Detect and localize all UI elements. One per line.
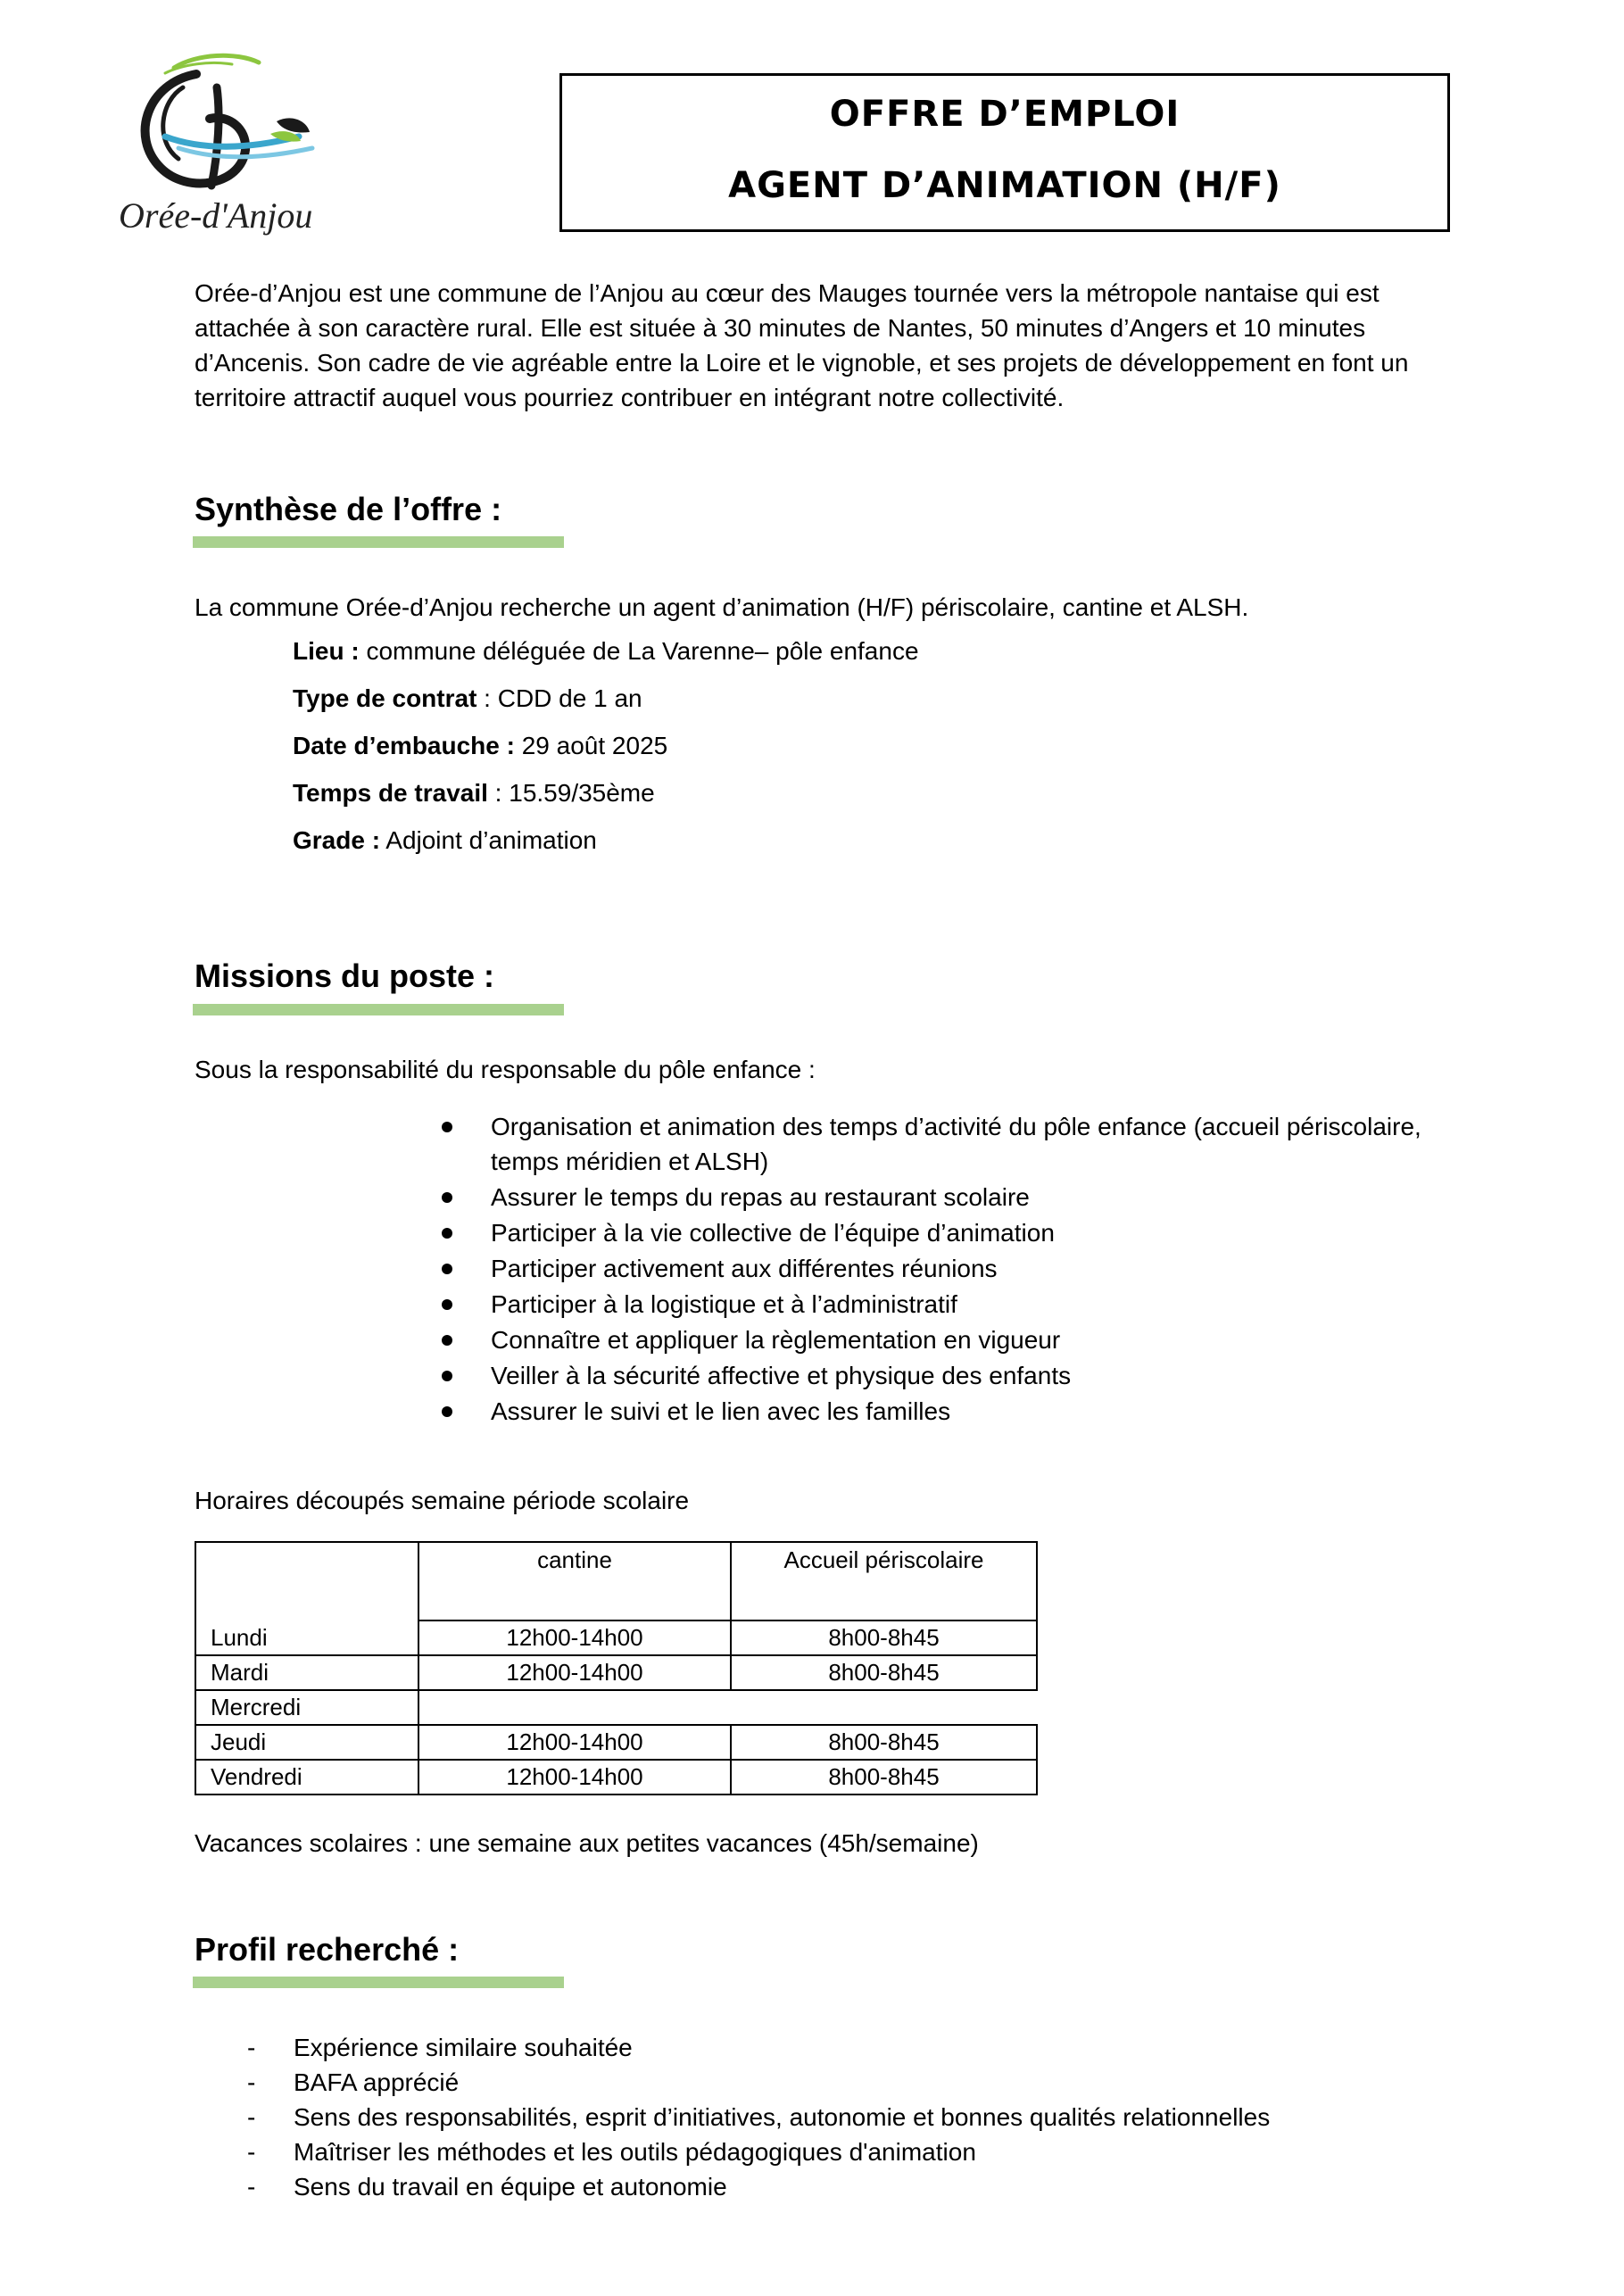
dash-marker: - — [247, 2068, 256, 2096]
table-cell-day: Vendredi — [195, 1760, 418, 1795]
list-item: Participer à la logistique et à l’administratif — [491, 1290, 957, 1318]
dash-marker: - — [247, 2034, 256, 2061]
bullet-icon — [442, 1406, 452, 1417]
list-item: Connaître et appliquer la règlementation en vigueur — [491, 1326, 1061, 1354]
section-underline — [193, 1977, 564, 1988]
table-cell: 8h00-8h45 — [731, 1620, 1037, 1655]
table-row — [195, 1655, 1037, 1690]
table-header-cell: Accueil périscolaire — [731, 1542, 1037, 1620]
dash-marker: - — [247, 2173, 256, 2201]
table-cell-day: Mardi — [195, 1655, 418, 1690]
bullet-icon — [442, 1335, 452, 1346]
section-title-missions: Missions du poste : — [195, 957, 495, 994]
table-row — [195, 1725, 1037, 1760]
table-cell-day: Lundi — [195, 1620, 418, 1655]
list-item: Sens du travail en équipe et autonomie — [294, 2173, 727, 2201]
section-underline — [193, 1004, 564, 1015]
table-cell: 12h00-14h00 — [418, 1760, 731, 1795]
job-title: AGENT D’ANIMATION (H/F) — [728, 165, 1281, 206]
table-row — [195, 1690, 1037, 1725]
detail-contrat: Type de contrat : CDD de 1 an — [293, 684, 642, 712]
list-item: Participer à la vie collective de l’équipe d’animation — [491, 1219, 1055, 1247]
table-header-row — [195, 1542, 1037, 1620]
table-cell: 8h00-8h45 — [731, 1725, 1037, 1760]
detail-temps: Temps de travail : 15.59/35ème — [293, 779, 655, 807]
bullet-icon — [442, 1192, 452, 1203]
table-header-cell: cantine — [418, 1542, 731, 1620]
table-cell: 12h00-14h00 — [418, 1620, 731, 1655]
table-cell: 8h00-8h45 — [731, 1655, 1037, 1690]
missions-lead: Sous la responsabilité du responsable du pôle enfance : — [195, 1056, 816, 1083]
detail-embauche: Date d’embauche : 29 août 2025 — [293, 732, 668, 759]
schedule-caption: Horaires découpés semaine période scolaire — [195, 1487, 690, 1514]
table-cell — [418, 1690, 731, 1725]
schedule-table — [195, 1541, 1038, 1795]
list-item: BAFA apprécié — [294, 2068, 460, 2096]
holidays-note: Vacances scolaires : une semaine aux petites vacances (45h/semaine) — [195, 1829, 979, 1857]
bullet-icon — [442, 1299, 452, 1310]
intro-line: attachée à son caractère rural. Elle est située à 30 minutes de Nantes, 50 minutes d’Angers et 10 minutes — [195, 314, 1366, 342]
bullet-icon — [442, 1371, 452, 1381]
section-title-synthese: Synthèse de l’offre : — [195, 491, 502, 527]
detail-grade: Grade : Adjoint d’animation — [293, 826, 597, 854]
table-cell: 12h00-14h00 — [418, 1655, 731, 1690]
table-cell — [731, 1690, 1037, 1725]
table-header-cell — [195, 1542, 418, 1620]
list-item: temps méridien et ALSH) — [491, 1148, 769, 1175]
bullet-icon — [442, 1264, 452, 1274]
list-item: Assurer le temps du repas au restaurant scolaire — [491, 1183, 1030, 1211]
logo-wordmark: Orée-d'Anjou — [119, 195, 313, 236]
logo — [112, 52, 326, 239]
detail-lieu: Lieu : commune déléguée de La Varenne– pôle enfance — [293, 637, 919, 665]
offer-title: OFFRE D’EMPLOI — [829, 94, 1181, 135]
table-row — [195, 1620, 1037, 1655]
table-cell-day: Jeudi — [195, 1725, 418, 1760]
table-cell: 8h00-8h45 — [731, 1760, 1037, 1795]
list-item: Sens des responsabilités, esprit d’initiatives, autonomie et bonnes qualités relationnelles — [294, 2103, 1271, 2131]
table-row — [195, 1760, 1037, 1795]
logo-mark — [112, 52, 326, 203]
intro-line: d’Ancenis. Son cadre de vie agréable entre la Loire et le vignoble, et ses projets de développement en font un — [195, 349, 1409, 377]
synthese-lead: La commune Orée-d’Anjou recherche un agent d’animation (H/F) périscolaire, cantine et ALSH. — [195, 593, 1249, 621]
bullet-icon — [442, 1122, 452, 1132]
dash-marker: - — [247, 2138, 256, 2166]
list-item: Veiller à la sécurité affective et physique des enfants — [491, 1362, 1072, 1389]
list-item: Assurer le suivi et le lien avec les familles — [491, 1397, 951, 1425]
list-item: Organisation et animation des temps d’activité du pôle enfance (accueil périscolaire, — [491, 1113, 1421, 1140]
intro-line: territoire attractif auquel vous pourriez contribuer en intégrant notre collectivité. — [195, 384, 1065, 411]
bullet-icon — [442, 1228, 452, 1239]
dash-marker: - — [247, 2103, 256, 2131]
list-item: Maîtriser les méthodes et les outils pédagogiques d'animation — [294, 2138, 976, 2166]
section-title-profil: Profil recherché : — [195, 1931, 460, 1968]
table-cell-day: Mercredi — [195, 1690, 418, 1725]
title-box — [559, 73, 1450, 232]
intro-line: Orée-d’Anjou est une commune de l’Anjou au cœur des Mauges tournée vers la métropole nantaise qui est — [195, 279, 1380, 307]
section-underline — [193, 536, 564, 548]
list-item: Expérience similaire souhaitée — [294, 2034, 633, 2061]
list-item: Participer activement aux différentes réunions — [491, 1255, 998, 1282]
table-cell: 12h00-14h00 — [418, 1725, 731, 1760]
